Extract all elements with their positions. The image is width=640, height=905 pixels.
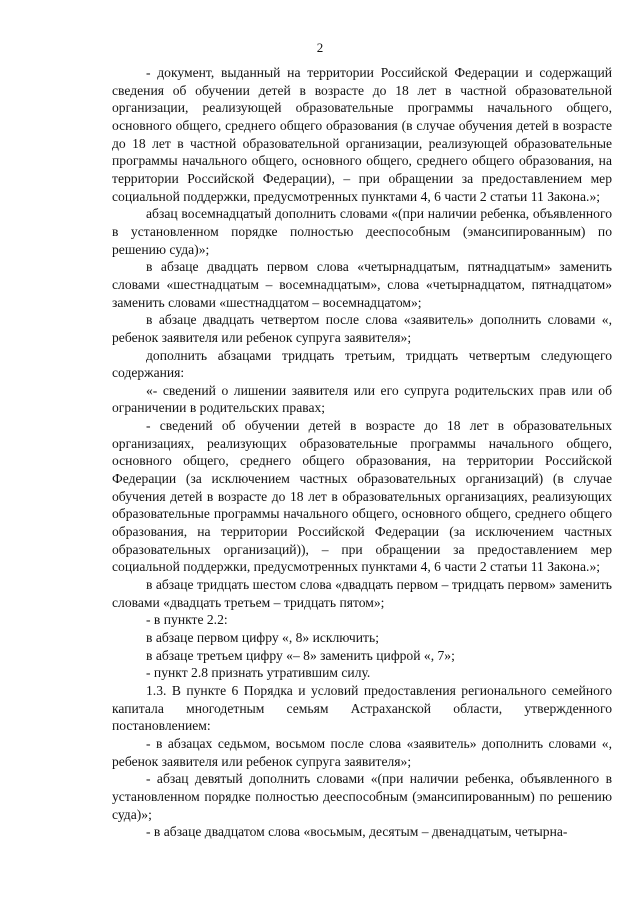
paragraph: в абзаце третьем цифру «– 8» заменить цифрой «, 7»; <box>146 647 455 663</box>
paragraph: дополнить абзацами тридцать третьим, тридцать четвертым следующего содержания: <box>112 347 612 381</box>
paragraph: абзац восемнадцатый дополнить словами «(при наличии ребенка, объявленного в установленном порядке полностью дееспособным (эмансипированным) по решению суда)»; <box>112 206 612 257</box>
paragraph: - в абзацах седьмом, восьмом после слова «заявитель» дополнить словами «, ребенок заявителя или ребенок супруга заявителя»; <box>112 735 612 769</box>
paragraph: - в абзаце двадцатом слова «восьмым, десятым – двенадцатым, четырна- <box>146 824 568 840</box>
page-number: 2 <box>316 40 324 55</box>
paragraph: в абзаце двадцать четвертом после слова «заявитель» дополнить словами «, ребенок заявителя или ребенок супруга заявителя»; <box>112 312 612 345</box>
paragraph: «- сведений о лишении заявителя или его супруга родительских прав или об ограничении в родительских правах; <box>112 382 612 416</box>
paragraph: в абзаце первом цифру «, 8» исключить; <box>146 630 379 645</box>
document-body <box>112 64 612 841</box>
paragraph: - абзац девятый дополнить словами «(при наличии ребенка, объявленного в установленном порядке полностью дееспособным (эмансипированным) по решению суда)»; <box>112 771 612 822</box>
paragraph: - пункт 2.8 признать утратившим силу. <box>146 665 371 681</box>
paragraph: в абзаце двадцать первом слова «четырнадцатым, пятнадцатым» заменить словами «шестнадцатым – восемнадцатым», слова «четырнадцатом, пятнадцатом» заменить словами «шестнадцатом – восемнадцатом»; <box>112 259 612 310</box>
paragraph: - в пункте 2.2: <box>146 612 228 628</box>
paragraph: - документ, выданный на территории Российской Федерации и содержащий сведения об обучении детей в возрасте до 18 лет в частной образовательной организации, реализующей образовательные программы начального общего, основного общего, среднего общего образования (в случае обучения детей в возрасте до 18 лет в частной образовательной организации, реализующей образовательные программы начального общего, основного общего, среднего общего образования, на территории Российской Федерации), – при обращении за предоставлением мер социальной поддержки, предусмотренных пунктами 4, 6 части 2 статьи 11 Закона.»; <box>112 65 612 204</box>
paragraph: - сведений об обучении детей в возрасте до 18 лет в образовательных организациях, реализующих образовательные программы начального общего, основного общего, среднего общего образования, на территории Российской Федерации (за исключением частных образовательных организаций) (в случае обучения детей в возрасте до 18 лет в образовательных организациях, реализующих образовательные программы начального общего, основного общего, среднего общего образования, на территории Российской Федерации (за исключением частных образовательных организаций)), – при обращении за предоставлением мер социальной поддержки, предусмотренных пунктами 4, 6 части 2 статьи 11 Закона.»; <box>112 418 612 575</box>
paragraph: в абзаце тридцать шестом слова «двадцать первом – тридцать первом» заменить словами «двадцать третьем – тридцать пятом»; <box>112 577 612 610</box>
paragraph: 1.3. В пункте 6 Порядка и условий предоставления регионального семейного капитала многодетным семьям Астраханской области, утвержденного постановлением: <box>112 682 612 734</box>
